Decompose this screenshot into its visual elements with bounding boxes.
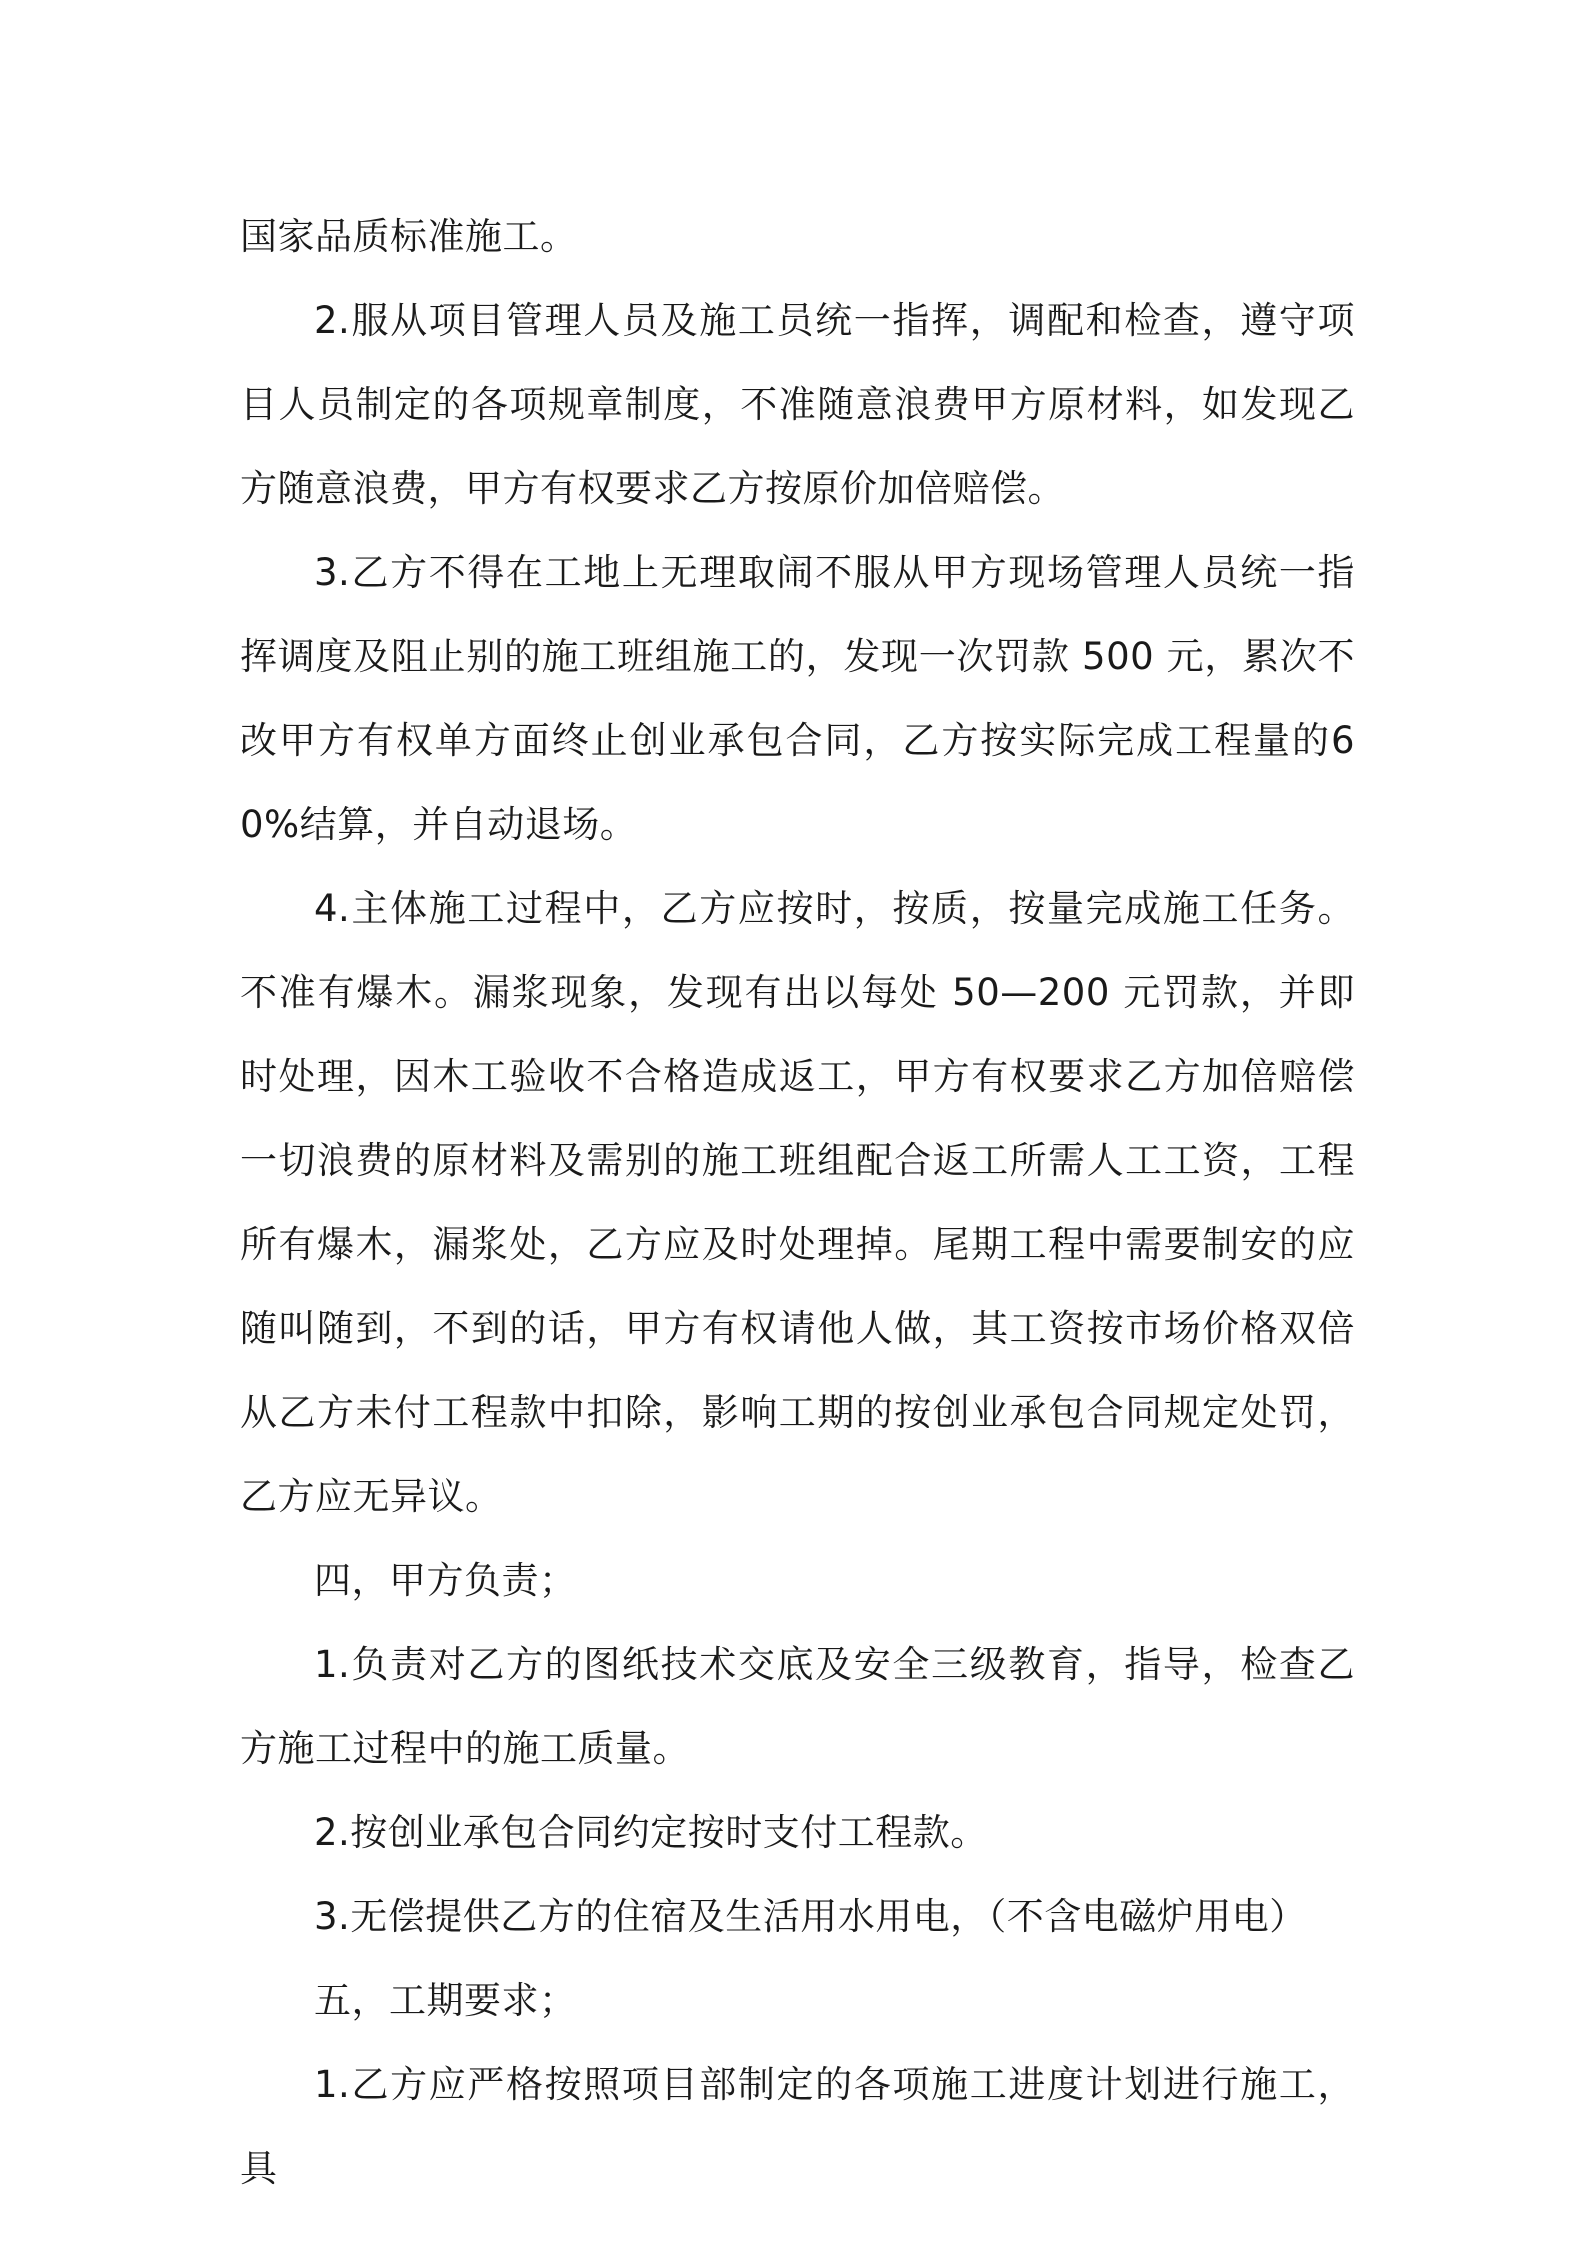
section-heading-schedule-requirements: 五，工期要求； <box>314 1979 577 2022</box>
section-heading-party-a-responsibilities: 四，甲方负责； <box>314 1559 577 1602</box>
paragraph-item-2-obey-management: 2.服从项目管理人员及施工员统一指挥，调配和检查，遵守项目人员制定的各项规章制度，不准随意浪费甲方原材料，如发现乙方随意浪费，甲方有权要求乙方按原价加倍赔偿。 <box>240 299 1355 510</box>
paragraph-continuation: 国家品质标准施工。 <box>240 215 578 258</box>
paragraph-party-a-item-3: 3.无偿提供乙方的住宿及生活用水用电，（不含电磁炉用电） <box>314 1895 1307 1938</box>
paragraph-item-4-construction-quality: 4.主体施工过程中，乙方应按时，按质，按量完成施工任务。不准有爆木。漏浆现象，发现有出以每处 50—200 元罚款，并即时处理，因木工验收不合格造成返工，甲方有权要求乙方加倍赔偿一切浪费的原材料及需别的施工班组配合返工所需人工工资，工程所有爆木，漏浆处，乙方应及时处理掉。尾期工程中需要制安的应随叫随到，不到的话，甲方有权请他人做，其工资按市场价格双倍从乙方未付工程款中扣除，影响工期的按创业承包合同规定处罚，乙方应无异议。 <box>240 887 1355 1518</box>
paragraph-party-a-item-2: 2.按创业承包合同约定按时支付工程款。 <box>314 1811 988 1854</box>
paragraph-schedule-item-1: 1.乙方应严格按照项目部制定的各项施工进度计划进行施工，具 <box>240 2063 1355 2190</box>
paragraph-party-a-item-1: 1.负责对乙方的图纸技术交底及安全三级教育，指导，检查乙方施工过程中的施工质量。 <box>240 1643 1355 1770</box>
paragraph-item-3-no-disruption: 3.乙方不得在工地上无理取闹不服从甲方现场管理人员统一指挥调度及阻止别的施工班组施工的，发现一次罚款 500 元，累次不改甲方有权单方面终止创业承包合同，乙方按实际完成工程量的60%结算，并自动退场。 <box>240 551 1355 846</box>
document-body <box>240 195 1355 2211</box>
